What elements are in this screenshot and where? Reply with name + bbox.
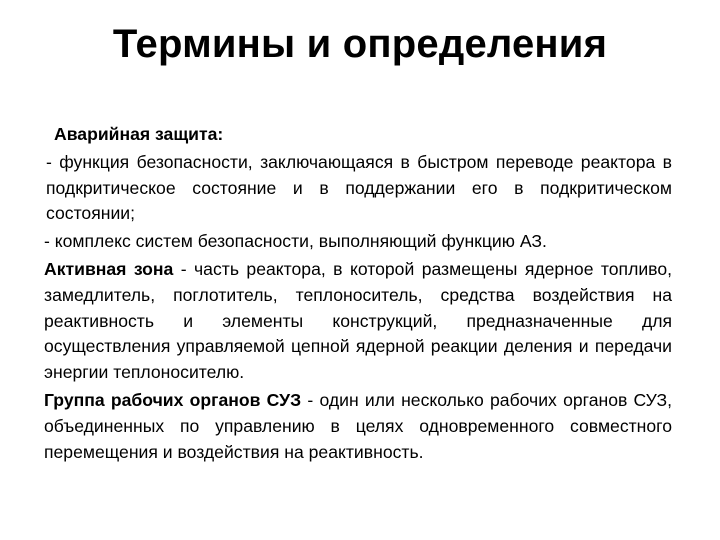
- control-rod-group-definition-text: - один или несколько рабочих органов СУЗ, объединенных по управлению в целях одновременного совместного перемещения и воздействия на реактивность.: [44, 389, 672, 462]
- control-rod-group-definition: [44, 388, 672, 465]
- core-term: Активная зона: [44, 258, 174, 279]
- control-rod-group-term: Группа рабочих органов СУЗ: [44, 389, 302, 410]
- emergency-protection-definition-1: - функция безопасности, заключающаяся в быстром переводе реактора в подкритическое состояние и в поддержании его в подкритическом состоянии;: [46, 151, 672, 224]
- core-definition-text: - часть реактора, в которой размещены ядерное топливо, замедлитель, поглотитель, теплоноситель, средства воздействия на реактивность и элементы конструкций, предназначенные для осуществления управляемой цепной ядерной реакции деления и передачи энергии теплоносителю.: [44, 258, 673, 383]
- emergency-protection-definition-2: - комплекс систем безопасности, выполняющий функцию АЗ.: [44, 231, 547, 252]
- emergency-protection-heading: Аварийная защита:: [54, 124, 224, 144]
- slide-title: Термины и определения: [112, 22, 608, 66]
- core-definition: [44, 257, 672, 386]
- slide-body: [44, 122, 672, 465]
